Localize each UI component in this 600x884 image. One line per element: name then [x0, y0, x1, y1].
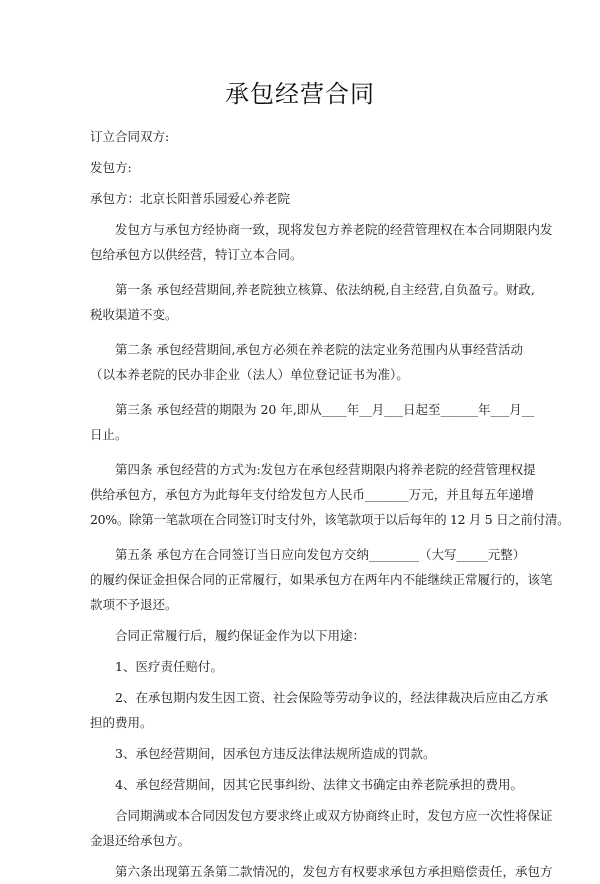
paragraph-line: 税收渠道不变。	[90, 307, 178, 322]
usage-intro: 合同正常履行后，履约保证金作为以下用途：	[115, 628, 366, 643]
paragraph-line: 第四条 承包经营的方式为:发包方在承包经营期限内将养老院的经营管理权提	[115, 462, 536, 477]
paragraph-line: 供给承包方，承包方为此每年支付给发包方人民币_______万元，并且每五年递增	[90, 487, 534, 502]
article-6: 第六条出现第五条第二款情况的，发包方有权要求承包方承担赔偿责任，承包方	[115, 864, 553, 879]
document-body	[90, 124, 570, 884]
contractor-line: 承包方：北京长阳普乐园爱心养老院	[90, 191, 291, 206]
paragraph-line: 款项不予退还。	[90, 597, 178, 612]
paragraph-line: （以本养老院的民办非企业（法人）单位登记证书为准）。	[90, 367, 409, 382]
paragraph-line: 第三条 承包经营的期限为 20 年,即从____年__月___日起至______年___月__	[115, 402, 535, 417]
employer-line: 发包方:	[90, 160, 132, 175]
list-item: 1、医疗责任赔付。	[115, 659, 223, 674]
article-2	[90, 337, 550, 387]
paragraph-line: 20%。除第一笔款项在合同签订时支付外，该笔款项于以后每年的 12 月 5 日之前付清。	[90, 512, 570, 527]
paragraph-line: 合同期满或本合同因发包方要求终止或双方协商终止时，发包方应一次性将保证	[115, 808, 553, 823]
parties-heading: 订立合同双方:	[90, 129, 170, 144]
list-item: 3、承包经营期间，因承包方违反法律法规所造成的罚款。	[115, 746, 436, 761]
paragraph-line: 第二条 承包经营期间,承包方必须在养老院的法定业务范围内从事经营活动	[115, 342, 523, 357]
paragraph-line: 金退还给承包方。	[90, 833, 191, 848]
refund-paragraph	[90, 803, 553, 853]
usage-list	[90, 654, 550, 797]
paragraph-line: 第五条 承包方在合同签订当日应向发包方交纳________（大写_____元整）	[115, 547, 526, 562]
article-5	[90, 542, 553, 617]
paragraph-line: 发包方与承包方经协商一致，现将发包方养老院的经营管理权在本合同期限内发	[115, 222, 553, 237]
paragraph-line: 的履约保证金担保合同的正常履行，如果承包方在两年内不能继续正常履行的，该笔	[90, 572, 553, 587]
intro-paragraph	[90, 217, 553, 267]
list-item-continuation: 担的费用。	[90, 715, 153, 730]
paragraph-line: 日止。	[90, 427, 128, 442]
article-3	[90, 397, 550, 447]
document-title: 承包经营合同	[225, 80, 375, 108]
paragraph-line: 第一条 承包经营期间,养老院独立核算、依法纳税,自主经营,自负盈亏。财政,	[115, 282, 535, 297]
article-1	[90, 277, 550, 327]
paragraph-line: 包给承包方以供经营，特订立本合同。	[90, 247, 303, 262]
list-item: 2、在承包期内发生因工资、社会保险等劳动争议的，经法律裁决后应由乙方承	[115, 690, 548, 705]
article-4	[90, 457, 570, 532]
list-item: 4、承包经营期间，因其它民事纠纷、法律文书确定由养老院承担的费用。	[115, 777, 523, 792]
